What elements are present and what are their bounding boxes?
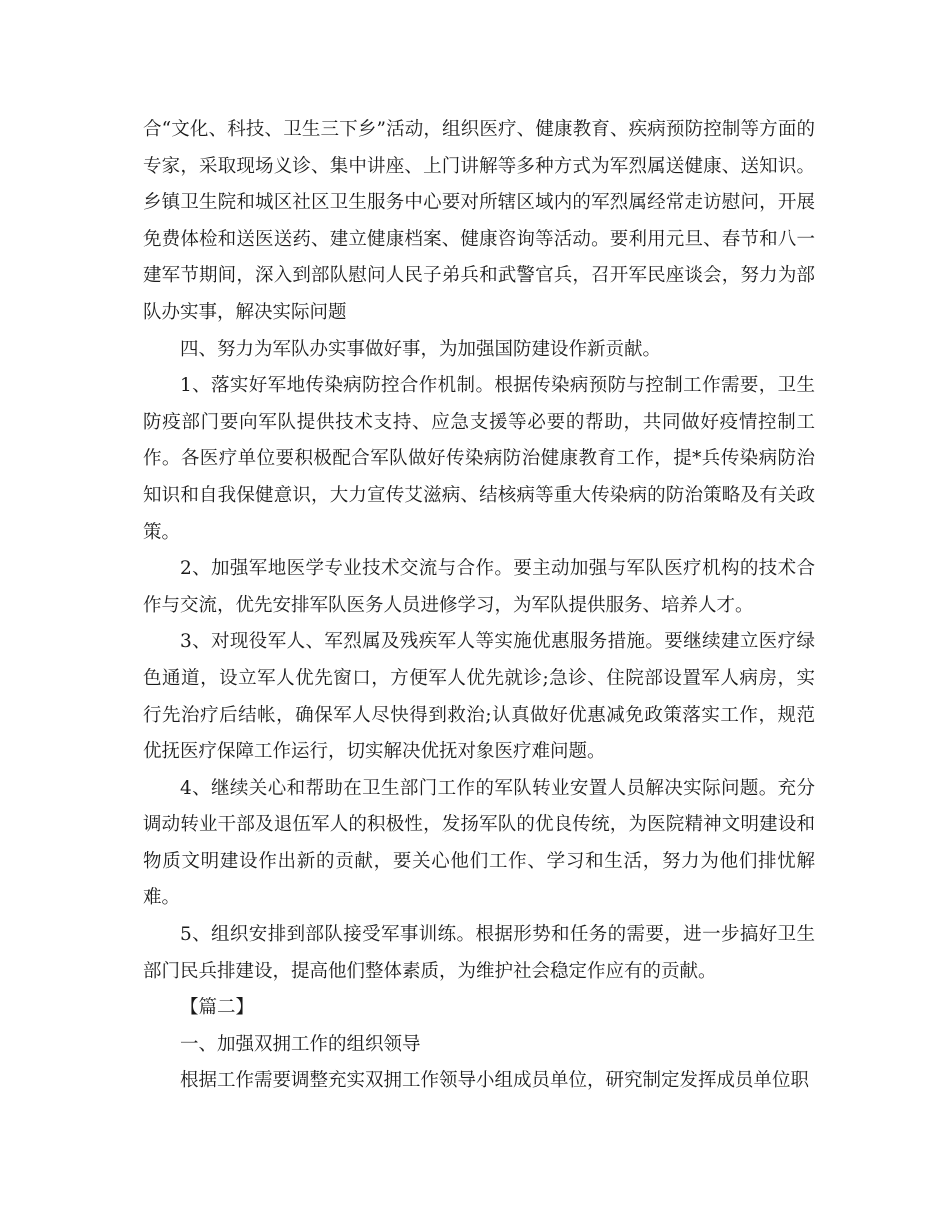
- paragraph-item-2: 2、加强军地医学专业技术交流与合作。要主动加强与军队医疗机构的技术合作与交流，优先安排军队医务人员进修学习，为军队提供服务、培养人才。: [143, 558, 815, 616]
- paragraph-continuation: 合“文化、科技、卫生三下乡”活动，组织医疗、健康教育、疾病预防控制等方面的专家，采取现场义诊、集中讲座、上门讲解等多种方式为军烈属送健康、送知识。乡镇卫生院和城区社区卫生服务中心要对所辖区域内的军烈属经常走访慰问，开展免费体检和送医送药、建立健康档案、健康咨询等活动。要利用元旦、春节和八一建军节期间，深入到部队慰问人民子弟兵和武警官兵，召开军民座谈会，努力为部队办实事，解决实际问题: [143, 119, 815, 323]
- part-heading: 【篇二】: [180, 997, 255, 1019]
- section-heading-4: 四、努力为军队办实事做好事，为加强国防建设作新贡献。: [180, 338, 662, 360]
- paragraph-final: 根据工作需要调整充实双拥工作领导小组成员单位，研究制定发挥成员单位职: [180, 1070, 810, 1092]
- paragraph-item-3: 3、对现役军人、军烈属及残疾军人等实施优惠服务措施。要继续建立医疗绿色通道，设立军人优先窗口，方便军人优先就诊;急诊、住院部设置军人病房，实行先治疗后结帐，确保军人尽快得到救治;认真做好优惠减免政策落实工作，规范优抚医疗保障工作运行，切实解决优抚对象医疗难问题。: [143, 631, 815, 763]
- paragraph-item-1: 1、落实好军地传染病防控合作机制。根据传染病预防与控制工作需要，卫生防疫部门要向军队提供技术支持、应急支援等必要的帮助，共同做好疫情控制工作。各医疗单位要积极配合军队做好传染病防治健康教育工作，提*兵传染病防治知识和自我保健意识，大力宣传艾滋病、结核病等重大传染病的防治策略及有关政策。: [143, 375, 815, 543]
- paragraph-item-5: 5、组织安排到部队接受军事训练。根据形势和任务的需要，进一步搞好卫生部门民兵排建设，提高他们整体素质，为维护社会稳定作应有的贡献。: [143, 924, 815, 982]
- section-heading-1: 一、加强双拥工作的组织领导: [180, 1033, 421, 1055]
- paragraph-item-4: 4、继续关心和帮助在卫生部门工作的军队转业安置人员解决实际问题。充分调动转业干部及退伍军人的积极性，发扬军队的优良传统，为医院精神文明建设和物质文明建设作出新的贡献，要关心他们工作、学习和生活，努力为他们排忧解难。: [143, 777, 815, 909]
- document-body: [143, 112, 815, 1100]
